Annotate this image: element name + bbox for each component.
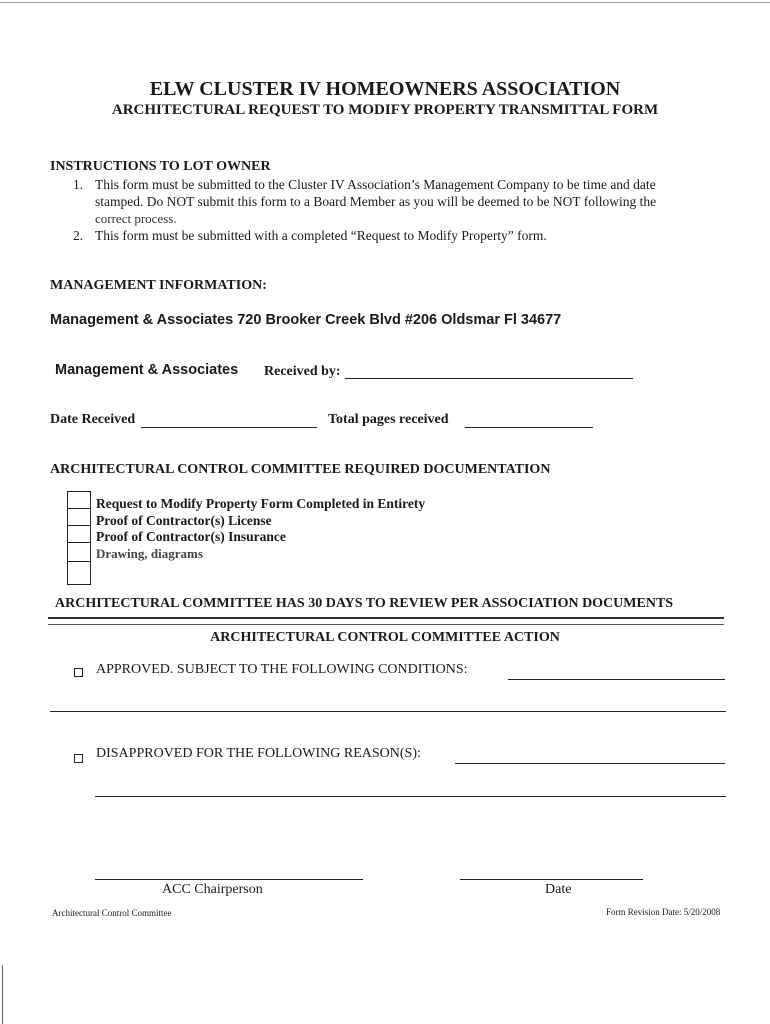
chairperson-signature-line[interactable]: [95, 879, 363, 880]
top-border: [0, 2, 770, 3]
documentation-heading: ARCHITECTURAL CONTROL COMMITTEE REQUIRED DOCUMENTATION: [50, 462, 551, 477]
management-heading: MANAGEMENT INFORMATION:: [50, 278, 267, 293]
approved-conditions-line-2[interactable]: [50, 711, 726, 712]
disapproved-checkbox[interactable]: [74, 754, 83, 763]
checkbox-drawings[interactable]: [67, 542, 91, 563]
doc-item-drawings: Drawing, diagrams: [96, 546, 203, 561]
approved-checkbox[interactable]: [74, 668, 83, 677]
disapproved-reasons-line-2[interactable]: [95, 796, 726, 797]
review-notice: ARCHITECTURAL COMMITTEE HAS 30 DAYS TO REVIEW PER ASSOCIATION DOCUMENTS: [55, 596, 674, 611]
instruction-2-line-1: This form must be submitted with a completed “Request to Modify Property” form.: [95, 228, 547, 243]
date-label: Date: [545, 882, 572, 897]
received-by-field[interactable]: [345, 378, 633, 379]
instruction-1-line-3: correct process.: [95, 211, 177, 226]
doc-item-request-form: Request to Modify Property Form Completed in Entirety: [96, 496, 426, 511]
instructions-heading: INSTRUCTIONS TO LOT OWNER: [50, 159, 271, 174]
date-signature-line[interactable]: [460, 879, 643, 880]
footer-revision-date: Form Revision Date: 5/20/2008: [606, 907, 721, 917]
left-border: [2, 965, 3, 1024]
doc-item-contractor-insurance: Proof of Contractor(s) Insurance: [96, 529, 286, 544]
chairperson-label: ACC Chairperson: [162, 882, 263, 897]
section-divider: [48, 617, 724, 625]
instruction-1-line-1: This form must be submitted to the Cluster IV Association’s Management Company to be time and date: [95, 177, 656, 192]
received-by-company: Management & Associates: [55, 362, 239, 378]
doc-item-contractor-license: Proof of Contractor(s) License: [96, 513, 272, 528]
action-heading: ARCHITECTURAL CONTROL COMMITTEE ACTION: [210, 630, 560, 645]
form-title: ELW CLUSTER IV HOMEOWNERS ASSOCIATION: [149, 78, 621, 100]
total-pages-field[interactable]: [465, 427, 593, 428]
disapproved-reasons-field[interactable]: [455, 763, 725, 764]
date-received-label: Date Received: [50, 412, 136, 427]
approved-conditions-field[interactable]: [508, 679, 725, 680]
form-subtitle: ARCHITECTURAL REQUEST TO MODIFY PROPERTY TRANSMITTAL FORM: [111, 102, 659, 118]
instruction-1-number: 1.: [73, 177, 84, 192]
instruction-1-line-2: stamped. Do NOT submit this form to a Board Member as you will be deemed to be NOT following the: [95, 194, 657, 209]
disapproved-label: DISAPPROVED FOR THE FOLLOWING REASON(S):: [96, 746, 421, 761]
checkbox-extra[interactable]: [67, 561, 91, 585]
footer-committee: Architectural Control Committee: [52, 908, 172, 918]
management-address: Management & Associates 720 Brooker Creek Blvd #206 Oldsmar Fl 34677: [50, 312, 562, 328]
date-received-field[interactable]: [141, 427, 317, 428]
approved-label: APPROVED. SUBJECT TO THE FOLLOWING CONDITIONS:: [96, 662, 468, 677]
received-by-label: Received by:: [264, 364, 341, 379]
total-pages-label: Total pages received: [328, 412, 449, 427]
instruction-2-number: 2.: [73, 228, 84, 243]
